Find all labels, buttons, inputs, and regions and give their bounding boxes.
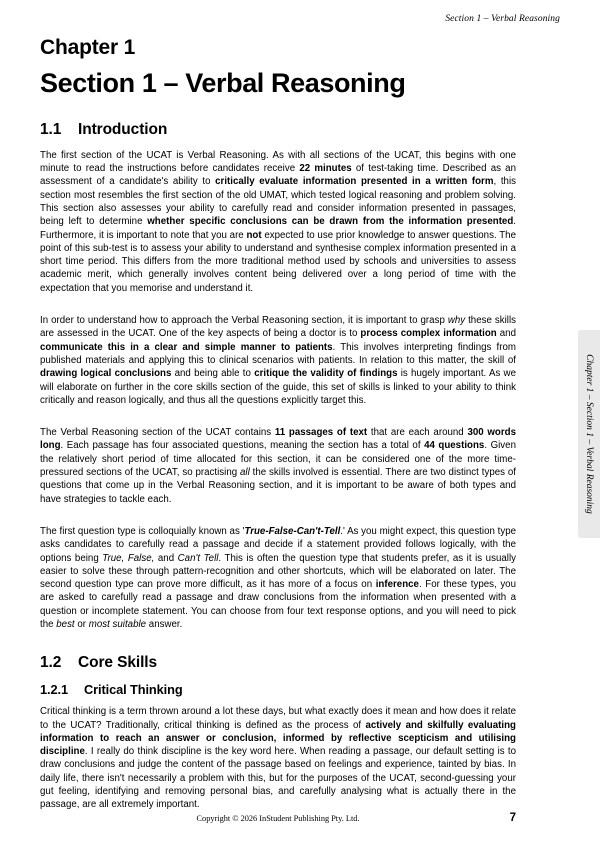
side-tab-label: Chapter 1 – Section 1 – Verbal Reasoning [584, 354, 594, 514]
text-run-italic: all [240, 467, 250, 479]
text-run-bold: 11 passages of text [274, 427, 368, 439]
text-run: In order to understand how to approach the Verbal Reasoning section, it is important to grasp [40, 315, 448, 327]
text-run-italic: most suitable [88, 618, 147, 630]
text-run-italic: best [56, 618, 75, 630]
subsection-title: Critical Thinking [84, 682, 183, 698]
text-run: . For these types, you are asked to carefully read a passage and draw conclusions from the information when presented with a question or incomplete statement. You can choose from four text response options, and you will need to pick the [40, 579, 516, 630]
text-run: The first question type is colloquially known as ' [40, 525, 245, 537]
section-title: Introduction [78, 120, 168, 138]
text-run: . Given the relatively short period of time allocated for this section, it can be considered one of the more time-pressured sections of the UCAT, so practising [40, 440, 516, 479]
text-run: these skills are assessed in the UCAT. One of the key aspects of being a doctor is to [40, 315, 516, 340]
text-run: answer. [146, 618, 183, 630]
text-run-bold: 22 minutes [299, 163, 352, 175]
section-spacer [40, 640, 516, 654]
section-heading-introduction [40, 121, 516, 139]
text-run: and [154, 552, 178, 564]
text-run: is hugely important. As we will elaborate on further in the core skills section of the guide, this set of skills is linked to your ability to think critically and reason logically, and thus all the questions explicitly target this. [40, 368, 516, 406]
text-run: of test-taking time. Described as an assessment of a candidate's ability to [40, 163, 516, 188]
text-run-bold: whether specific conclusions can be drawn from the information presented [147, 216, 514, 228]
chapter-title: Section 1 – Verbal Reasoning [40, 68, 406, 99]
text-run: , this section most resembles the first section of the old UMAT, which tested logical reasoning and problem solving. This section also assesses your ability to carefully read and consider information presented in passages, being left to determine [40, 176, 516, 228]
text-run: The first section of the UCAT is Verbal Reasoning. As with all sections of the UCAT, this begins with one minute to read the instructions before candidates receive [40, 149, 516, 175]
side-tab [578, 330, 600, 538]
text-run-bold: not [246, 229, 262, 241]
text-run: .' As you might expect, this question type asks candidates to carefully read a passage and decide if a statement provided follows logically, with the options being [40, 525, 517, 564]
paragraph-spacer [40, 304, 516, 314]
running-head: Section 1 – Verbal Reasoning [445, 14, 560, 24]
chapter-label: Chapter 1 [40, 36, 136, 59]
text-run-italic: why [447, 315, 466, 327]
text-run: and [496, 328, 516, 340]
text-run-bold: critically evaluate information presented in a written form [215, 176, 494, 188]
text-run-bold: inference [375, 579, 419, 591]
section-number: 1.2 [40, 654, 62, 672]
paragraph-intro-3 [40, 426, 516, 506]
text-run: Critical thinking is a term thrown around a lot these days, but what exactly does it mean and how does it relate to the UCAT? Traditionally, critical thinking is defined as the process of [40, 706, 516, 731]
text-run: The Verbal Reasoning section of the UCAT contains [40, 427, 275, 439]
text-run: expected to use prior knowledge to answer questions. The point of this sub-test is to assess your ability to understand and synthesise complex information presented in a short time period. This differs from the more traditional method used by schools and universities to assess academic merit, which generally involves content being delivered over a long period of time with the expectation that you memorise and understand it. [40, 229, 516, 294]
text-run-bold: actively and skilfully evaluating information to reach an answer or conclusion, informed by reflective scepticism and utilising discipline [40, 719, 516, 758]
page-number: 7 [509, 812, 516, 824]
subsection-heading-critical-thinking [40, 682, 516, 697]
page-content [40, 36, 516, 812]
paragraph-critical-thinking-1 [40, 705, 516, 811]
text-run: and being able to [171, 368, 255, 380]
text-run: the skills involved is essential. There are two distinct types of questions that come up in the Verbal Reasoning section, and it is important to be aware of both types and have strategies to tackle each. [40, 467, 516, 505]
text-run-italic: True, False, [102, 552, 155, 564]
text-run-bold: process complex information [360, 328, 497, 340]
paragraph-spacer [40, 515, 516, 525]
paragraph-intro-4 [40, 525, 516, 631]
page-footer [40, 814, 516, 828]
text-run: . Furthermore, it is important to note that you are [40, 216, 516, 241]
text-run-bold: communicate this in a clear and simple manner to patients [40, 341, 333, 353]
text-run: . This is often the question type that students prefer, as it is usually easier to solve these through pattern-recognition and other shortcuts, which will be elaborated on later. The second question type can prove more difficult, as it has more of a focus on [40, 552, 516, 591]
text-run-bold-italic: True-False-Can't-Tell [244, 525, 341, 537]
text-run-italic: Can't Tell [177, 552, 219, 564]
copyright-notice: Copyright © 2026 InStudent Publishing Pty. Ltd. [196, 814, 360, 823]
text-run: . Each passage has four associated questions, meaning the section has a total of [60, 440, 425, 452]
paragraph-intro-1 [40, 149, 516, 295]
text-run-bold: drawing logical conclusions [40, 368, 172, 380]
text-run-bold: 300 words long [40, 427, 517, 452]
text-run-bold: critique the validity of findings [254, 368, 398, 380]
paragraph-intro-2 [40, 314, 516, 407]
section-heading-core-skills [40, 654, 516, 672]
section-number: 1.1 [40, 120, 62, 138]
text-run: or [74, 618, 89, 630]
section-title: Core Skills [78, 654, 158, 672]
paragraph-spacer [40, 416, 516, 426]
text-run: that are each around [367, 427, 468, 439]
text-run: . I really do think discipline is the key word here. When reading a passage, our default setting is to draw conclusions and judge the content of the passage based on feelings and experience, tainted by bias. In daily life, there isn't necessarily a problem with this, but for the purposes of the UCAT, second-guessing your gut feeling, identifying and removing personal bias, and carefully analysing what is actually there in the passage, are all extremely important. [40, 746, 516, 811]
text-run-bold: 44 questions [424, 440, 485, 452]
subsection-number: 1.2.1 [40, 682, 68, 698]
text-run: . This involves interpreting findings from published materials and applying this to clinical scenarios with patients. In relation to this matter, the skill of [40, 341, 516, 366]
